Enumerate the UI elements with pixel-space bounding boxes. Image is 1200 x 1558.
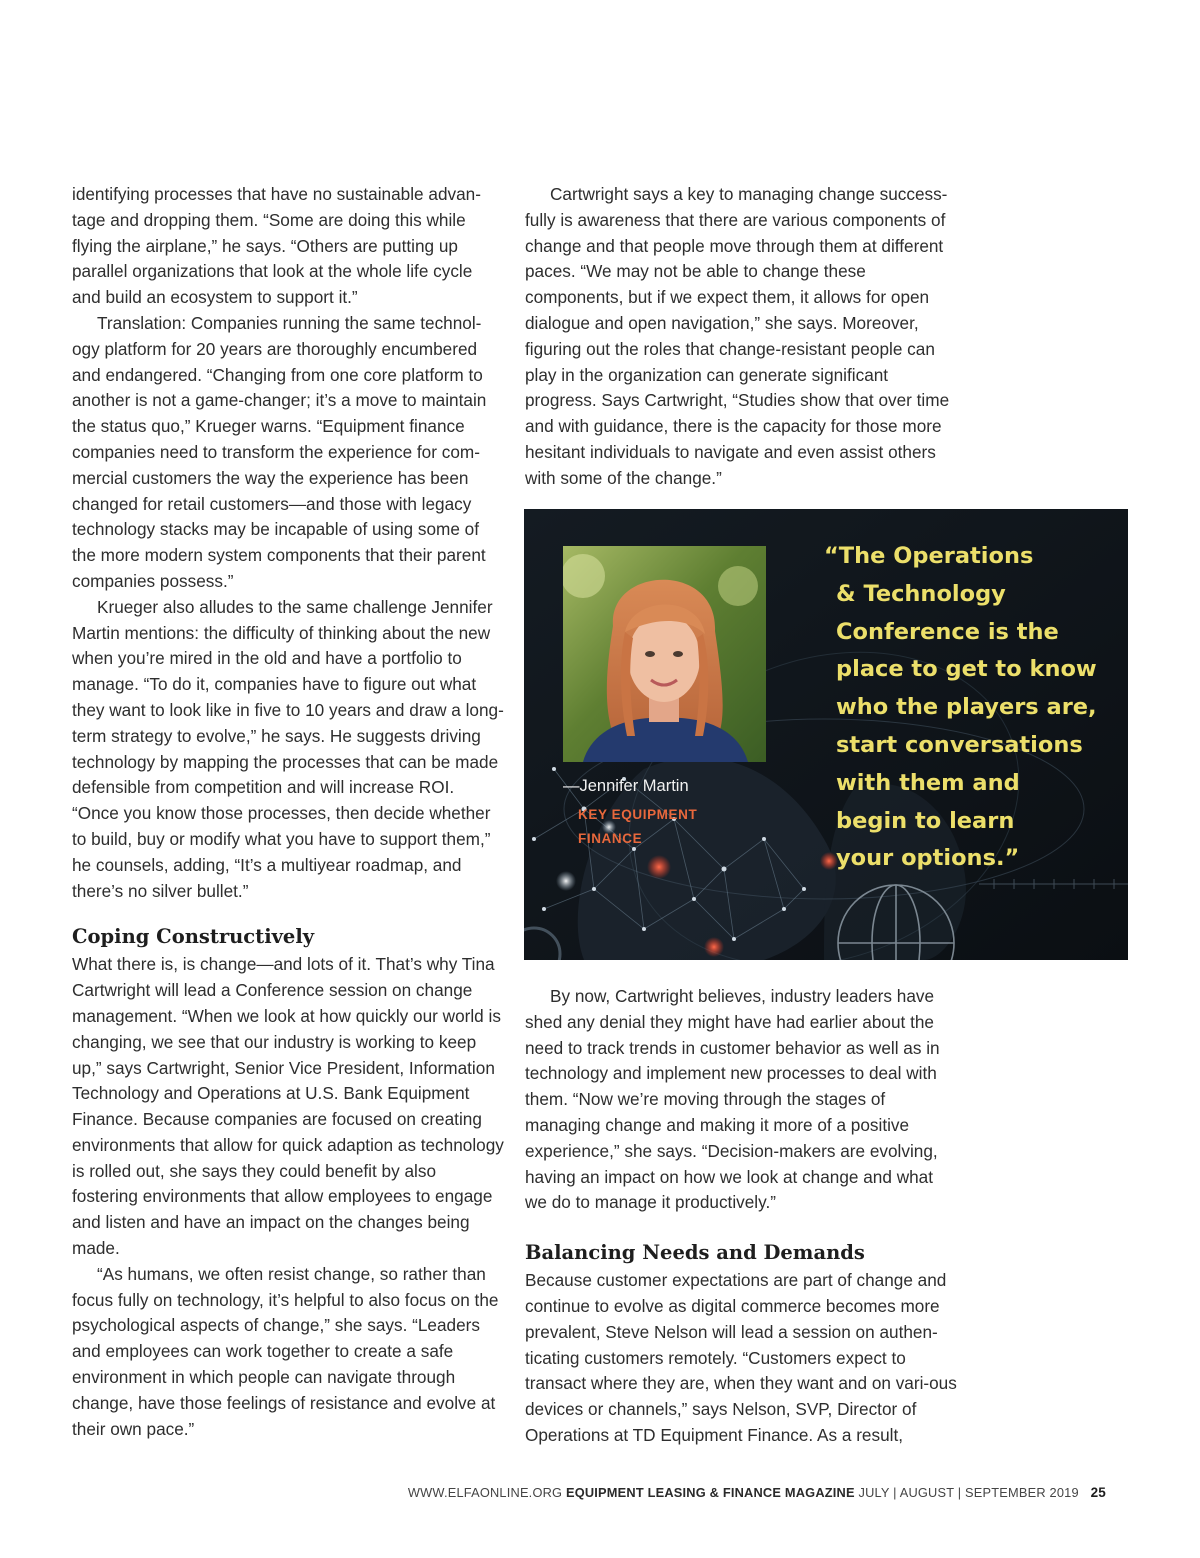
portrait-photo [563, 546, 766, 762]
footer-magazine-name: EQUIPMENT LEASING & FINANCE MAGAZINE [565, 1485, 855, 1500]
footer-issue: JULY | AUGUST | SEPTEMBER 2019 [858, 1485, 1079, 1500]
footer-url: WWW.ELFAONLINE.ORG [407, 1485, 563, 1500]
section-heading: Coping Constructively [72, 925, 315, 949]
right-column-top [525, 182, 957, 492]
quote-line: who the players are, [836, 694, 1097, 721]
paragraph: What there is, is change—and lots of it. That’s why Tina Cartwright will lead a Conference session on change management. “When we look at how quickly our world is changing, we see that our industry is working to keep up,” says Cartwright, Senior Vice President, Information Technology and Operations at U.S. Bank Equipment Finance. Because companies are focused on creating environments that allow for quick adaption as technology is rolled out, she says they could benefit by also fostering environments that allow employees to engage and listen and have an impact on the changes being made. [72, 954, 504, 1259]
paragraph: “As humans, we often resist change, so rather than focus fully on technology, it’s helpful to also focus on the psychological aspects of change,” she says. “Leaders and employees can work together to create a safe environment in which people can navigate through change, have those feelings of resistance and evolve at their own pace.” [72, 1263, 499, 1439]
paragraph: Krueger also alludes to the same challenge Jennifer Martin mentions: the difficulty of thinking about the new when you’re mired in the old and have a portfolio to manage. “To do it, companies have to figure out what they want to look like in five to 10 years and draw a long-term strategy to evolve,” he says. He suggests driving technology by mapping the processes that can be made defensible from competition and will increase ROI. “Once you know those processes, then decide whether to build, buy or modify what you have to support them,” he counsels, adding, “It’s a multiyear roadmap, and there’s no silver bullet.” [72, 596, 504, 901]
quote-attribution-organization: KEY EQUIPMENT FINANCE [578, 807, 698, 846]
left-column [72, 182, 504, 1442]
quote-line: with them and [836, 769, 1020, 796]
portrait-image [563, 546, 766, 762]
paragraph: identifying processes that have no sustainable advan-tage and dropping them. “Some are doing this while flying the airplane,” he says. “Others are putting up parallel organizations that look at the whole life cycle and build an ecosystem to support it.” [72, 184, 481, 308]
quote-line: & Technology [836, 580, 1006, 607]
paragraph: Translation: Companies running the same technol-ogy platform for 20 years are thoroughly encumbered and endangered. “Changing from one core platform to another is not a game-changer; it’s a move to maintain the status quo,” Krueger warns. “Equipment finance companies need to transform the experience for com-mercial customers the way the experience has been changed for retail customers—and those with legacy technology stacks may be incapable of using some of the more modern system components that their parent companies possess.” [72, 312, 487, 591]
quote-attribution-name: —Jennifer Martin [563, 777, 689, 795]
quote-line: your options.” [836, 845, 1020, 872]
section-heading: Balancing Needs and Demands [525, 1241, 865, 1265]
page-number: 25 [1090, 1485, 1106, 1500]
paragraph: Because customer expectations are part of change and continue to evolve as digital commerce becomes more prevalent, Steve Nelson will lead a session on authen-ticating customers remotely. “Customers expect to transact where they are, when they want and on vari-ous devices or channels,” says Nelson, SVP, Director of Operations at TD Equipment Finance. As a result, [525, 1270, 957, 1445]
quote-line: Conference is the [836, 618, 1059, 645]
quote-line: begin to learn [836, 807, 1015, 834]
pull-quote-text [824, 538, 1114, 878]
paragraph: Cartwright says a key to managing change success-fully is awareness that there are various components of change and that people move through them at different paces. “We may not be able to change these components, but if we expect them, it allows for open dialogue and open navigation,” she says. Moreover, figuring out the roles that change-resistant people can play in the organization can generate significant progress. Says Cartwright, “Studies show that over time and with guidance, there is the capacity for those more hesitant individuals to navigate and even assist others with some of the change.” [525, 184, 950, 488]
paragraph: By now, Cartwright believes, industry leaders have shed any denial they might have had earlier about the need to track trends in customer behavior as well as in technology and implement new processes to deal with them. “Now we’re moving through the stages of managing change and making it more of a positive experience,” she says. “Decision-makers are evolving, having an impact on how we look at change and what we do to manage it productively.” [525, 986, 940, 1213]
quote-line: place to get to know [836, 656, 1097, 683]
pull-quote-panel [524, 509, 1128, 960]
page-footer [0, 1485, 1106, 1500]
quote-line: “The Operations [824, 543, 1034, 569]
right-column-bottom [525, 984, 957, 1449]
quote-line: start conversations [836, 731, 1083, 758]
